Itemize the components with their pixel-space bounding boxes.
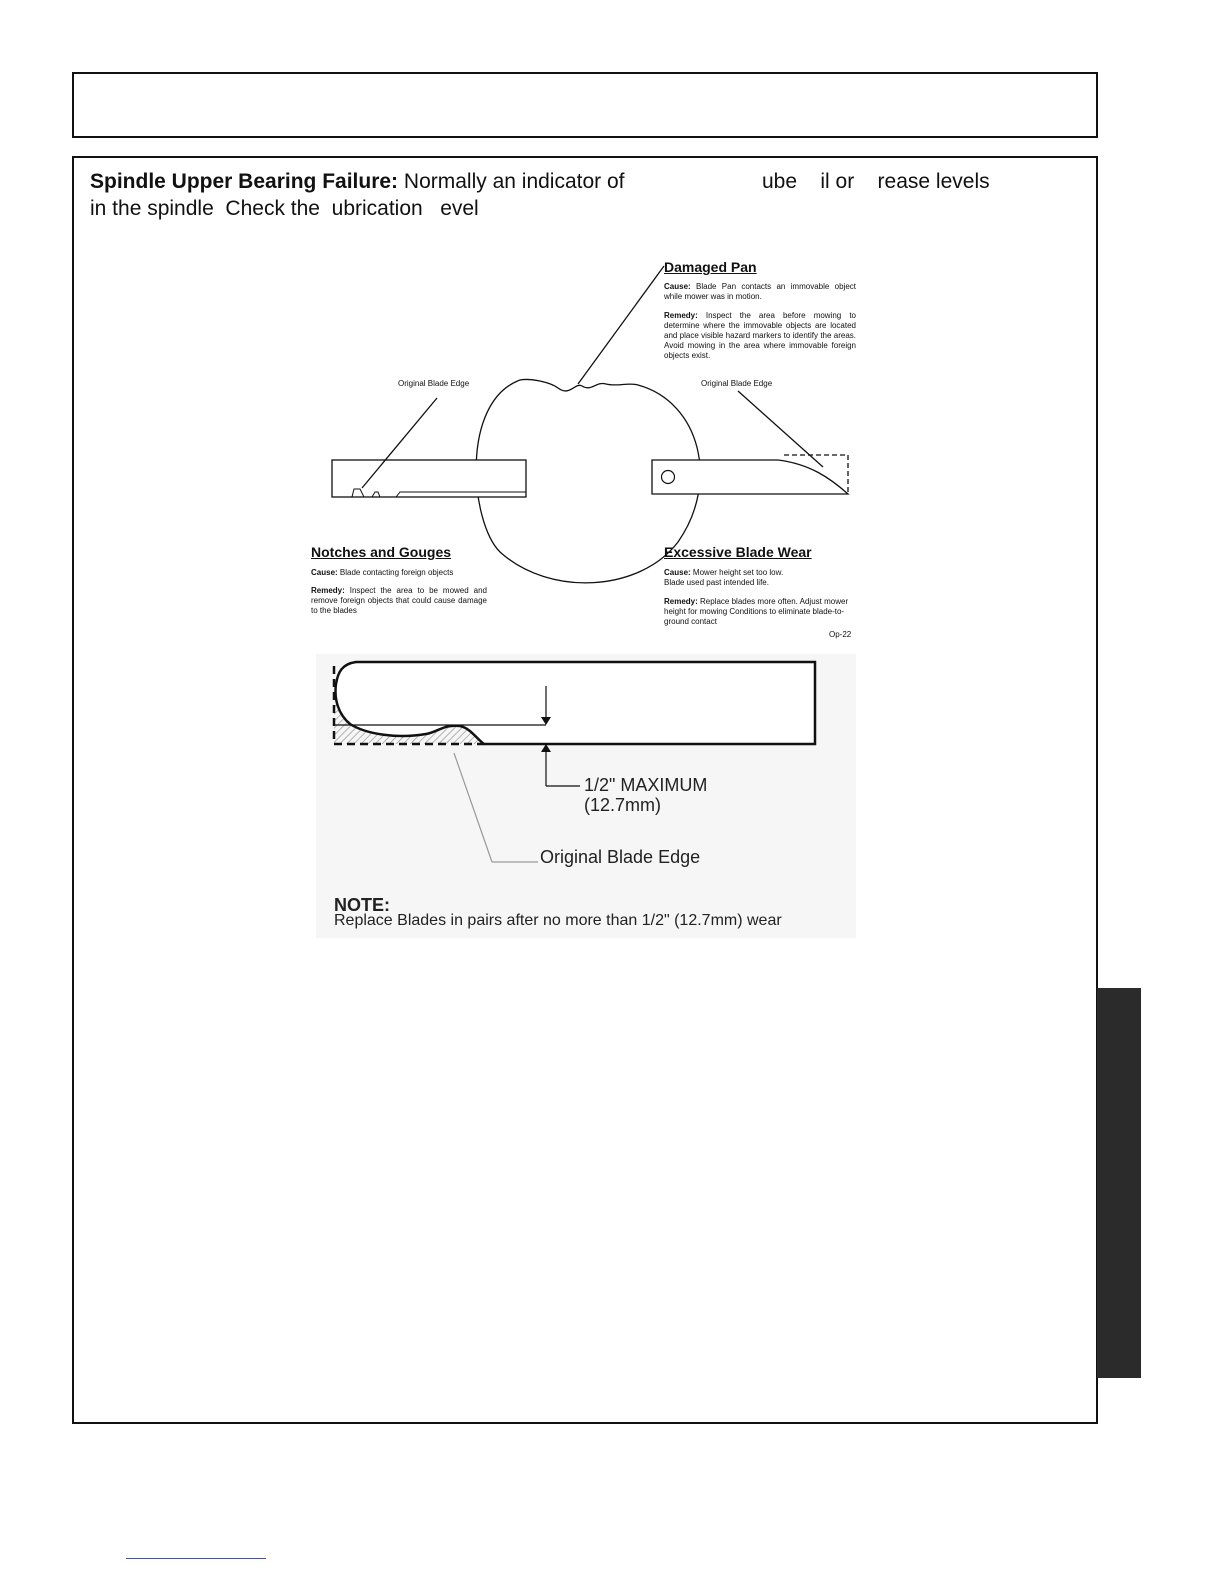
- damaged-pan-cause: [664, 282, 856, 302]
- max-wear-label-1: 1/2" MAXIMUM: [584, 775, 708, 795]
- intro-line-1-tail: ube il or rease levels: [762, 170, 990, 193]
- damaged-pan-cause-label: Cause:: [664, 282, 691, 291]
- damaged-pan-remedy: [664, 311, 856, 361]
- wear-remedy-label: Remedy:: [664, 597, 698, 606]
- right-blade: [652, 460, 848, 494]
- notches-remedy-label: Remedy:: [311, 586, 345, 595]
- blade-damage-diagram: [300, 252, 870, 647]
- wear-cause-label: Cause:: [664, 568, 691, 577]
- intro-lead: Spindle Upper Bearing Failure:: [90, 170, 399, 193]
- max-wear-label-2: (12.7mm): [584, 795, 662, 815]
- notches-title: Notches and Gouges: [311, 544, 452, 560]
- figure-code: Op-22: [829, 630, 852, 639]
- wear-cause-text: Mower height set too low. Blade used past intended life.: [664, 568, 784, 587]
- header-box: [72, 72, 1098, 138]
- intro-line-1-text: Normally an indicator of: [403, 170, 625, 193]
- notches-cause-label: Cause:: [311, 568, 338, 577]
- intro-line-2: in the spindle Check the ubrication evel: [90, 197, 479, 220]
- note-title: NOTE:: [334, 895, 390, 915]
- section-tab: [1097, 988, 1141, 1378]
- damaged-pan-leader: [578, 266, 664, 384]
- right-edge-leader: [738, 391, 823, 467]
- wear-remedy-text: Replace blades more often. Adjust mower height for mowing Conditions to eliminate blade-to-ground contact: [664, 597, 849, 626]
- damaged-pan-title: Damaged Pan: [664, 259, 757, 275]
- footer-link-underline: [126, 1558, 266, 1559]
- notches-remedy: [311, 586, 487, 616]
- wear-title: Excessive Blade Wear: [664, 544, 812, 560]
- blade-outline: [336, 662, 815, 744]
- notches-cause-text: Blade contacting foreign objects: [339, 568, 454, 577]
- left-edge-label: Original Blade Edge: [398, 379, 470, 388]
- wear-cause: [664, 568, 804, 588]
- notches-remedy-text: Inspect the area to be mowed and remove foreign objects that could cause damage to the blades: [311, 586, 487, 615]
- original-edge-label: Original Blade Edge: [540, 847, 701, 867]
- damaged-pan-remedy-label: Remedy:: [664, 311, 698, 320]
- intro-line-1: [90, 168, 625, 195]
- edge-label-leader-1: [454, 753, 492, 862]
- damaged-pan-cause-text: Blade Pan contacts an immovable object while mower was in motion.: [664, 282, 856, 301]
- notches-cause: [311, 568, 491, 578]
- damaged-pan-remedy-text: Inspect the area before mowing to determine where the immovable objects are located and place visible hazard markers to identify the areas. Avoid mowing in the area where immovable foreign objects exist.: [664, 311, 856, 360]
- wear-remedy: [664, 597, 850, 627]
- right-edge-label: Original Blade Edge: [701, 379, 773, 388]
- note-text: Replace Blades in pairs after no more than 1/2" (12.7mm) wear: [334, 912, 782, 929]
- blade-wear-limit-diagram: [316, 654, 856, 938]
